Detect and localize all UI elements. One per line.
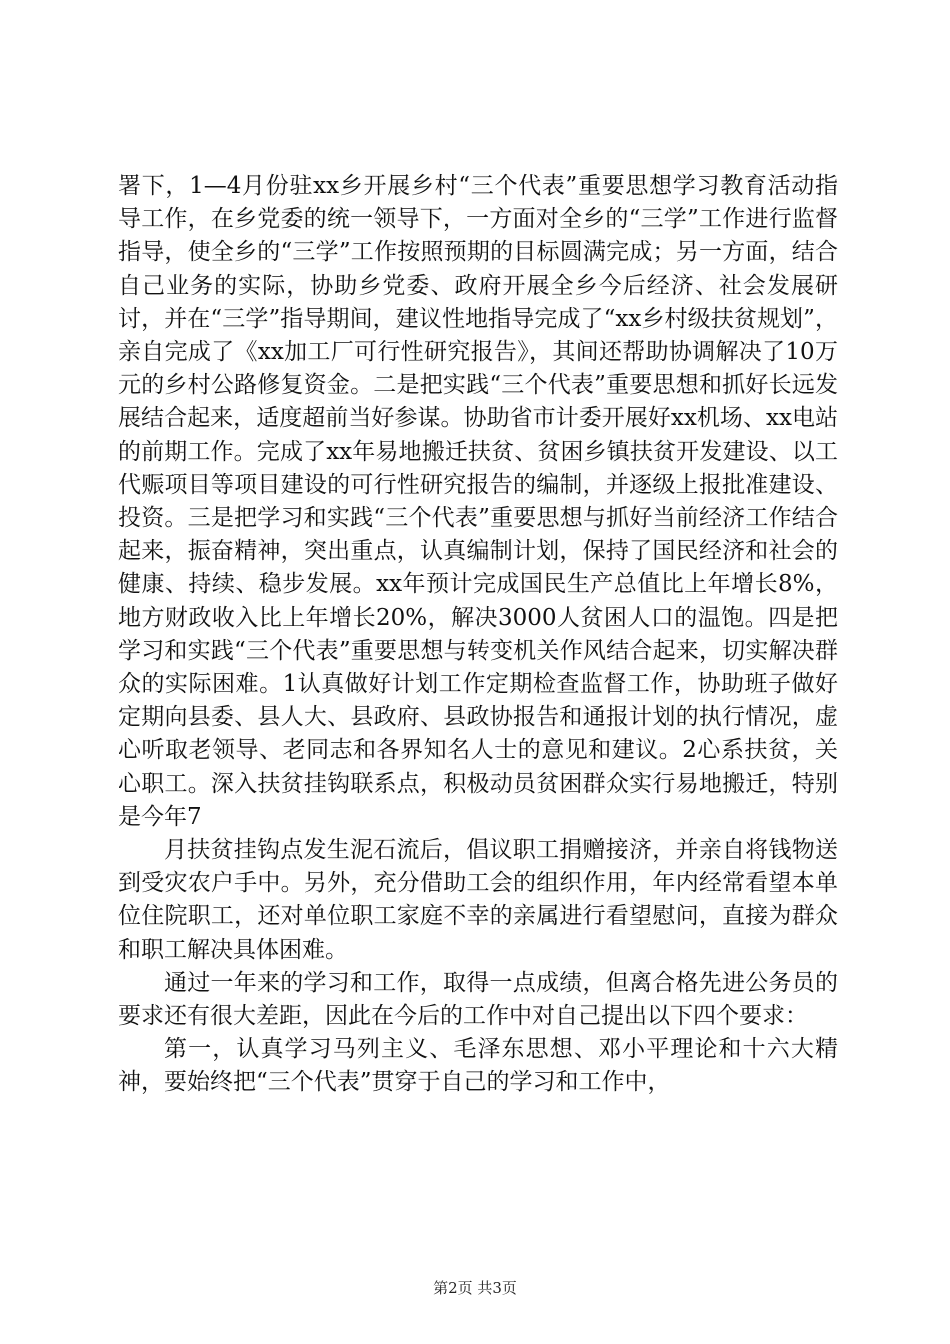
paragraph-3: 通过一年来的学习和工作，取得一点成绩，但离合格先进公务员的要求还有很大差距，因此在今后的工作中对自己提出以下四个要求： xyxy=(118,969,838,1030)
paragraph-1: 署下，1—4月份驻xx乡开展乡村“三个代表”重要思想学习教育活动指导工作，在乡党委的统一领导下，一方面对全乡的“三学”工作进行监督指导，使全乡的“三学”工作按照预期的目标圆满完成；另一方面，结合自己业务的实际，协助乡党委、政府开展全乡今后经济、社会发展研讨，并在“三学”指导期间，建议性地指导完成了“xx乡村级扶贫规划”，亲自完成了《xx加工厂可行性研究报告》，其间还帮助协调解决了10万元的乡村公路修复资金。二是把实践“三个代表”重要思想和抓好长远发展结合起来，适度超前当好参谋。协助省市计委开展好xx机场、xx电站的前期工作。完成了xx年易地搬迁扶贫、贫困乡镇扶贫开发建设、以工代赈项目等项目建设的可行性研究报告的编制，并逐级上报批准建设、投资。三是把学习和实践“三个代表”重要思想与抓好当前经济工作结合起来，振奋精神，突出重点，认真编制计划，保持了国民经济和社会的健康、持续、稳步发展。xx年预计完成国民生产总值比上年增长8%，地方财政收入比上年增长20%，解决3000人贫困人口的温饱。四是把学习和实践“三个代表”重要思想与转变机关作风结合起来，切实解决群众的实际困难。1认真做好计划工作定期检查监督工作，协助班子做好定期向县委、县人大、县政府、县政协报告和通报计划的执行情况，虚心听取老领导、老同志和各界知名人士的意见和建议。2心系扶贫，关心职工。深入扶贫挂钩联系点，积极动员贫困群众实行易地搬迁，特别是今年7 xyxy=(118,173,838,830)
page-footer: 第2页 共3页 xyxy=(433,1279,517,1297)
paragraph-4: 第一，认真学习马列主义、毛泽东思想、邓小平理论和十六大精神，要始终把“三个代表”贯穿于自己的学习和工作中， xyxy=(118,1036,838,1096)
paragraph-2: 月扶贫挂钩点发生泥石流后，倡议职工捐赠接济，并亲自将钱物送到受灾农户手中。另外，充分借助工会的组织作用，年内经常看望本单位住院职工，还对单位职工家庭不幸的亲属进行看望慰问，直接为群众和职工解决具体困难。 xyxy=(118,837,838,963)
document-body xyxy=(118,170,838,1100)
